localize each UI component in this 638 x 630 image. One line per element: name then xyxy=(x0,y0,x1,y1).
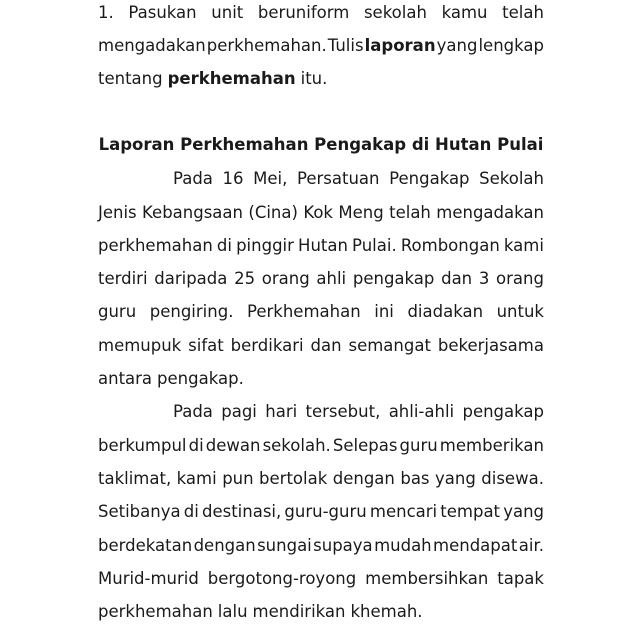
word: telah xyxy=(502,3,544,22)
text-line xyxy=(98,34,544,58)
text-line xyxy=(98,467,544,491)
word: membersihkan xyxy=(365,569,489,588)
text-line xyxy=(98,567,544,591)
word: Perkhemahan xyxy=(247,302,361,321)
word: pinggir xyxy=(236,236,294,255)
word: taklimat, xyxy=(98,469,172,488)
word: pengakap xyxy=(352,269,435,288)
word: bertolak xyxy=(259,469,328,488)
word: 16 xyxy=(222,169,244,188)
text-line xyxy=(98,201,544,225)
word: sifat xyxy=(188,336,224,355)
word: khemah. xyxy=(350,602,423,621)
word: daripada xyxy=(154,269,228,288)
word: dengan xyxy=(193,536,256,555)
word: untuk xyxy=(496,302,544,321)
word: Hutan xyxy=(298,236,348,255)
word: telah xyxy=(389,203,431,222)
word: di xyxy=(188,436,204,455)
word: 1. xyxy=(98,3,114,22)
word: mudah xyxy=(374,536,432,555)
word: berdekatan xyxy=(98,536,193,555)
word: unit xyxy=(211,3,244,22)
word: berdikari xyxy=(230,336,304,355)
word: dewan xyxy=(205,436,261,455)
word: destinasi, xyxy=(201,502,282,521)
word: Murid-murid xyxy=(98,569,199,588)
word: hari xyxy=(265,402,298,421)
word: di xyxy=(216,236,232,255)
text-line xyxy=(98,434,544,458)
word: bekerjasama xyxy=(437,336,544,355)
word: tapak xyxy=(497,569,544,588)
word: mengadakan xyxy=(98,36,206,55)
word: kami xyxy=(503,236,544,255)
word: dan xyxy=(441,269,473,288)
word: ini xyxy=(374,302,394,321)
word: guru xyxy=(399,436,438,455)
word: Persatuan xyxy=(297,169,380,188)
word: pagi xyxy=(221,402,257,421)
word: dengan xyxy=(332,469,395,488)
word: Jenis xyxy=(98,203,137,222)
text-line xyxy=(98,600,544,624)
word: lengkap xyxy=(478,36,544,55)
word: Pengakap xyxy=(389,169,470,188)
word: mencari xyxy=(369,502,438,521)
text-line xyxy=(98,267,544,291)
word: itu. xyxy=(300,69,328,88)
text-line xyxy=(98,500,544,524)
word: mendapat xyxy=(433,536,518,555)
word: perkhemahan xyxy=(98,602,213,621)
word: supaya xyxy=(313,536,373,555)
word: pengakap xyxy=(462,402,544,421)
word: 3 xyxy=(478,269,490,288)
word: Selepas xyxy=(332,436,398,455)
word: guru xyxy=(98,302,137,321)
word: guru-guru xyxy=(284,502,367,521)
word: memupuk xyxy=(98,336,182,355)
word: pun xyxy=(222,469,254,488)
text-line xyxy=(98,300,544,324)
text-line xyxy=(98,400,544,424)
word: orang xyxy=(496,269,544,288)
word: kamu xyxy=(441,3,488,22)
word: yang xyxy=(435,469,476,488)
word: tentang xyxy=(98,69,163,88)
word: mengadakan xyxy=(436,203,544,222)
text-line xyxy=(98,67,544,91)
report-title: Laporan Perkhemahan Pengakap di Hutan Pulai xyxy=(98,135,544,154)
word: perkhemahan xyxy=(167,69,296,88)
word: Pulai. xyxy=(352,236,397,255)
word: Pada xyxy=(173,169,213,188)
word: Pada xyxy=(173,402,213,421)
word: yang xyxy=(503,502,544,521)
word: perkhemahan xyxy=(98,236,213,255)
word: pengakap. xyxy=(157,369,244,388)
word: Pasukan xyxy=(128,3,197,22)
word: ahli xyxy=(316,269,347,288)
word: tersebut, xyxy=(305,402,381,421)
word: sungai xyxy=(257,536,312,555)
word: ahli-ahli xyxy=(388,402,455,421)
word: Tulis xyxy=(327,36,364,55)
word: laporan xyxy=(364,36,436,55)
word: pengiring. xyxy=(149,302,234,321)
word: dan xyxy=(310,336,342,355)
word: bas xyxy=(400,469,430,488)
word: perkhemahan. xyxy=(206,36,327,55)
word: sekolah xyxy=(363,3,427,22)
word: (Cina) xyxy=(248,203,298,222)
word: bergotong-royong xyxy=(207,569,357,588)
word: diadakan xyxy=(407,302,484,321)
text-line xyxy=(98,334,544,358)
word: yang xyxy=(436,36,478,55)
text-line xyxy=(98,234,544,258)
word: beruniform xyxy=(257,3,350,22)
word: semangat xyxy=(348,336,431,355)
text-line xyxy=(98,167,544,191)
word: disewa. xyxy=(481,469,544,488)
word: Setibanya xyxy=(98,502,181,521)
word: Kebangsaan xyxy=(142,203,243,222)
word: antara xyxy=(98,369,153,388)
word: tempat xyxy=(440,502,501,521)
word: sekolah. xyxy=(262,436,331,455)
text-line xyxy=(98,534,544,558)
word: terdiri xyxy=(98,269,148,288)
word: kami xyxy=(176,469,217,488)
word: air. xyxy=(518,536,544,555)
word: lalu xyxy=(217,602,248,621)
word: Meng xyxy=(338,203,384,222)
word: memberikan xyxy=(439,436,544,455)
word: mendirikan xyxy=(252,602,346,621)
word: 25 xyxy=(234,269,256,288)
word: di xyxy=(183,502,199,521)
word: berkumpul xyxy=(98,436,187,455)
word: orang xyxy=(261,269,310,288)
text-line xyxy=(98,367,544,391)
word: Rombongan xyxy=(400,236,500,255)
text-line xyxy=(98,1,544,25)
word: Mei, xyxy=(253,169,288,188)
word: Kok xyxy=(303,203,333,222)
word: Sekolah xyxy=(479,169,544,188)
